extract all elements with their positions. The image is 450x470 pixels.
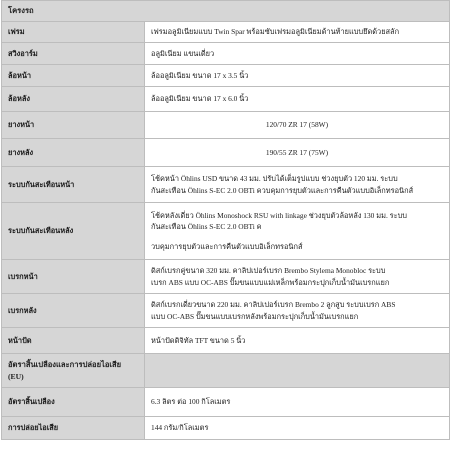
section-title-blank	[145, 354, 450, 388]
value-line: ล้ออลูมิเนียม ขนาด 17 x 6.0 นิ้ว	[151, 94, 249, 104]
row-label: ระบบกันสะเทือนหลัง	[2, 203, 145, 260]
row-value	[145, 65, 450, 87]
spec-row-rear-brake	[2, 294, 450, 328]
row-value	[145, 112, 450, 139]
value-line: 120/70 ZR 17 (58W)	[265, 120, 329, 130]
spec-row-rear-wheel	[2, 87, 450, 112]
row-label: เบรกหลัง	[2, 294, 145, 328]
spec-table	[1, 0, 450, 440]
row-label: อัตราสิ้นเปลือง	[2, 388, 145, 417]
row-value	[145, 328, 450, 354]
spec-row-frame	[2, 22, 450, 43]
row-value	[145, 139, 450, 167]
section-title: โครงรถ	[2, 1, 450, 22]
value-line: หน้าปัดดิจิทัล TFT ขนาด 5 นิ้ว	[151, 335, 246, 345]
value-line: เฟรมอลูมิเนียมแบบ Twin Spar พร้อมซับเฟรมอลูมิเนียมด้านท้ายแบบยึดด้วยสลัก	[151, 27, 400, 37]
row-label: ระบบกันสะเทือนหน้า	[2, 167, 145, 203]
value-line: 190/55 ZR 17 (75W)	[265, 147, 329, 157]
row-value	[145, 294, 450, 328]
spec-row-rear-tyre	[2, 139, 450, 167]
spec-row-instrument	[2, 328, 450, 354]
value-line: ล้ออลูมิเนียม ขนาด 17 x 3.5 นิ้ว	[151, 70, 249, 80]
spec-row-swingarm	[2, 43, 450, 65]
row-label: การปล่อยไอเสีย	[2, 417, 145, 440]
value-line: 6.3 ลิตร ต่อ 100 กิโลเมตร	[151, 397, 231, 407]
value-line: อลูมิเนียม แขนเดี่ยว	[151, 48, 215, 58]
row-value	[145, 167, 450, 203]
value-line: แบบ OC-ABS ปั๊มขนแบบเบรกหลังพร้อมกระปุกเก็บน้ำมันเบรกแยก	[151, 311, 359, 321]
value-line: 144 กรัม/กิโลเมตร	[151, 423, 209, 433]
row-value	[145, 43, 450, 65]
value-line: โช้คหน้า Öhlins USD ขนาด 43 มม. ปรับได้เต็มรูปแบบ ช่วงยุบตัว 120 มม. ระบบ	[151, 174, 398, 184]
section-header-emissions	[2, 354, 450, 388]
section-title: อัตราสิ้นเปลืองและการปล่อยไอเสีย (EU)	[2, 354, 145, 388]
row-label: ล้อหลัง	[2, 87, 145, 112]
spec-row-emission	[2, 417, 450, 440]
value-line: เบรก ABS แบบ OC-ABS ปั๊มขนแบบแม่เหล็กพร้อมกระปุกเก็บน้ำมันเบรกแยก	[151, 277, 390, 287]
row-label: หน้าปัด	[2, 328, 145, 354]
row-value	[145, 22, 450, 43]
spec-row-front-wheel	[2, 65, 450, 87]
row-label: ยางหน้า	[2, 112, 145, 139]
row-value	[145, 203, 450, 260]
row-value	[145, 388, 450, 417]
row-label: ล้อหน้า	[2, 65, 145, 87]
row-value	[145, 87, 450, 112]
spec-row-front-suspension	[2, 167, 450, 203]
value-line: ดิสก์เบรกเดี่ยวขนาด 220 มม. คาลิปเปอร์เบรก Brembo 2 ลูกสูบ ระบบเบรก ABS	[151, 300, 396, 310]
value-line: โช้คหลังเดี่ยว Öhlins Monoshock RSU with linkage ช่วงยุบตัวล้อหลัง 130 มม. ระบบ	[151, 211, 407, 221]
value-line: ดิสก์เบรกคู่ขนาด 320 มม. คาลิปเปอร์เบรก Brembo Stylema Monobloc ระบบ	[151, 266, 386, 276]
spec-row-rear-suspension	[2, 203, 450, 260]
spec-row-front-brake	[2, 260, 450, 294]
spec-row-consumption	[2, 388, 450, 417]
row-label: ยางหลัง	[2, 139, 145, 167]
value-line: วบคุมการยุบตัวและการคืนตัวแบบอิเล็กทรอนิกส์	[151, 241, 303, 251]
value-line: กันสะเทือน Öhlins S-EC 2.0 OBTi ค	[151, 222, 262, 232]
row-label: เฟรม	[2, 22, 145, 43]
spec-row-front-tyre	[2, 112, 450, 139]
row-value	[145, 417, 450, 440]
row-label: เบรกหน้า	[2, 260, 145, 294]
row-label: สวิงอาร์ม	[2, 43, 145, 65]
section-header-chassis	[2, 1, 450, 22]
value-line: กันสะเทือน Öhlins S-EC 2.0 OBTi ควบคุมการยุบตัวและการคืนตัวแบบอิเล็กทรอนิกส์	[151, 185, 414, 195]
row-value	[145, 260, 450, 294]
